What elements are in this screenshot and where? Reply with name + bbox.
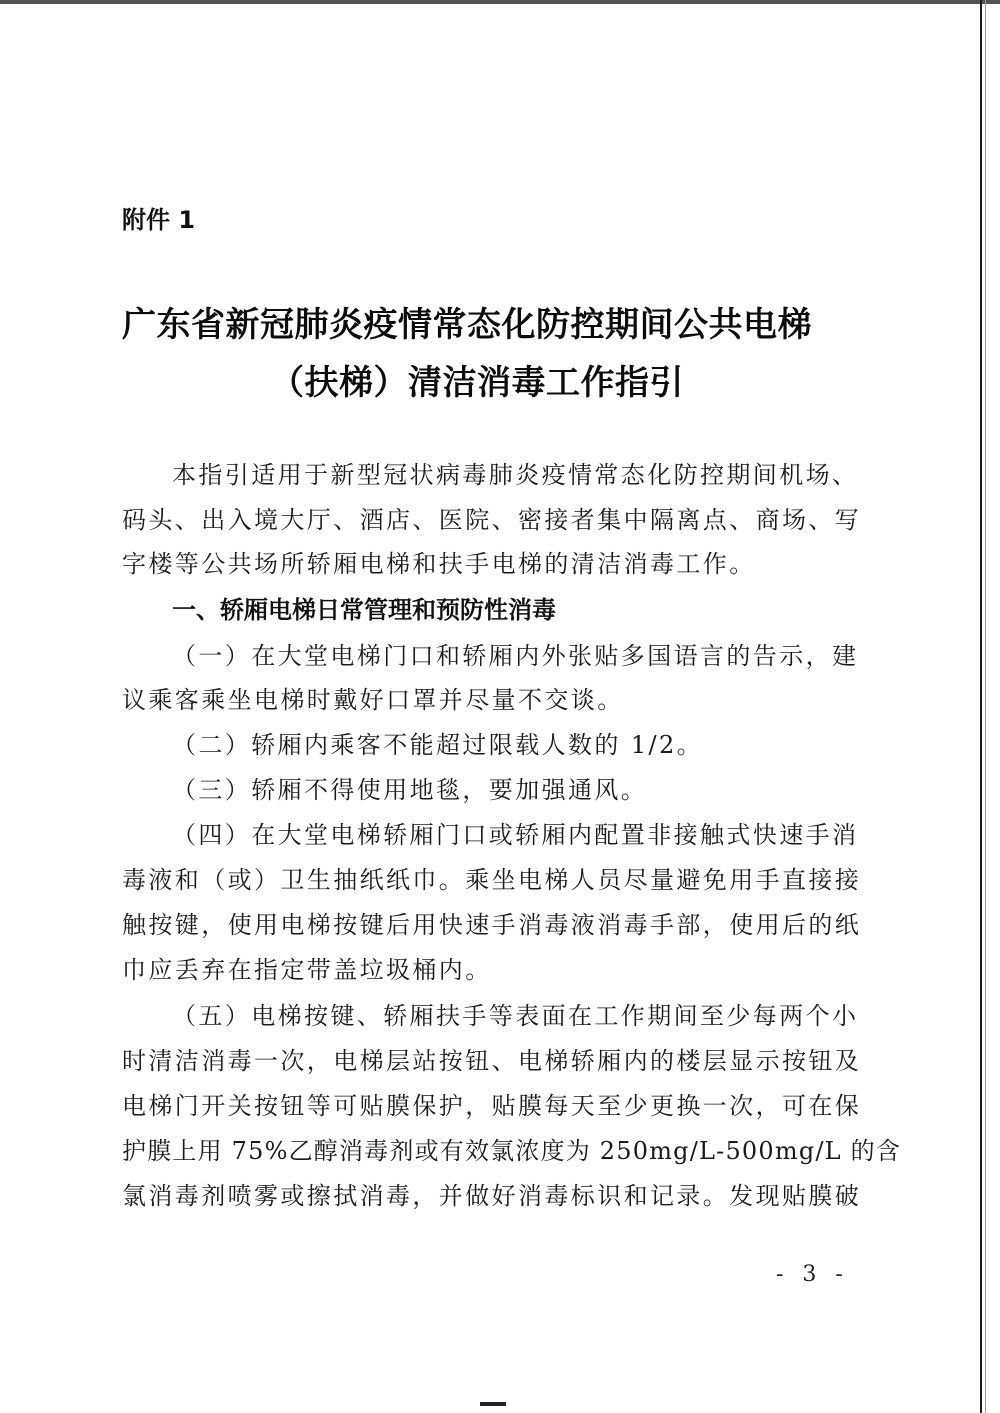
item-5-line-1: （五）电梯按键、轿厢扶手等表面在工作期间至少每两个小 <box>172 1002 859 1030</box>
item-2: （二）轿厢内乘客不能超过限载人数的 1/2。 <box>172 731 704 759</box>
item-3: （三）轿厢不得使用地毯，要加强通风。 <box>172 776 648 804</box>
item-4-line-3: 触按键，使用电梯按键后用快速手消毒液消毒手部，使用后的纸 <box>122 911 862 939</box>
scan-right-edge-shadow <box>985 0 986 1413</box>
intro-line-2: 码头、出入境大厅、酒店、医院、密接者集中隔离点、商场、写 <box>122 506 862 534</box>
intro-line-1: 本指引适用于新型冠状病毒肺炎疫情常态化防控期间机场、 <box>172 461 859 489</box>
item-1-line-2: 议乘客乘坐电梯时戴好口罩并尽量不交谈。 <box>122 686 624 714</box>
scan-right-edge <box>980 0 982 1413</box>
item-5-line-3: 电梯门开关按钮等可贴膜保护，贴膜每天至少更换一次，可在保 <box>122 1092 862 1120</box>
section-heading: 一、轿厢电梯日常管理和预防性消毒 <box>172 596 556 624</box>
scan-top-edge <box>0 0 1000 4</box>
item-4-line-2: 毒液和（或）卫生抽纸纸巾。乘坐电梯人员尽量避免用手直接接 <box>122 866 862 894</box>
item-1-line-1: （一）在大堂电梯门口和轿厢内外张贴多国语言的告示，建 <box>172 642 859 670</box>
attachment-label: 附件 1 <box>122 206 196 234</box>
item-4-line-4: 巾应丢弃在指定带盖垃圾桶内。 <box>122 956 492 984</box>
document-title-line-2: （扶梯）清洁消毒工作指引 <box>270 363 684 403</box>
page-number: - 3 - <box>776 1262 849 1287</box>
item-5-line-2: 时清洁消毒一次，电梯层站按钮、电梯轿厢内的楼层显示按钮及 <box>122 1047 862 1075</box>
item-4-line-1: （四）在大堂电梯轿厢门口或轿厢内配置非接触式快速手消 <box>172 821 859 849</box>
document-title-line-1: 广东省新冠肺炎疫情常态化防控期间公共电梯 <box>122 305 812 345</box>
item-5-line-4: 护膜上用 75%乙醇消毒剂或有效氯浓度为 250mg/L-500mg/L 的含 <box>122 1137 902 1165</box>
item-5-line-5: 氯消毒剂喷雾或擦拭消毒，并做好消毒标识和记录。发现贴膜破 <box>122 1182 862 1210</box>
intro-line-3: 字楼等公共场所轿厢电梯和扶手电梯的清洁消毒工作。 <box>122 550 756 578</box>
scan-artifact-mark <box>480 1402 506 1406</box>
